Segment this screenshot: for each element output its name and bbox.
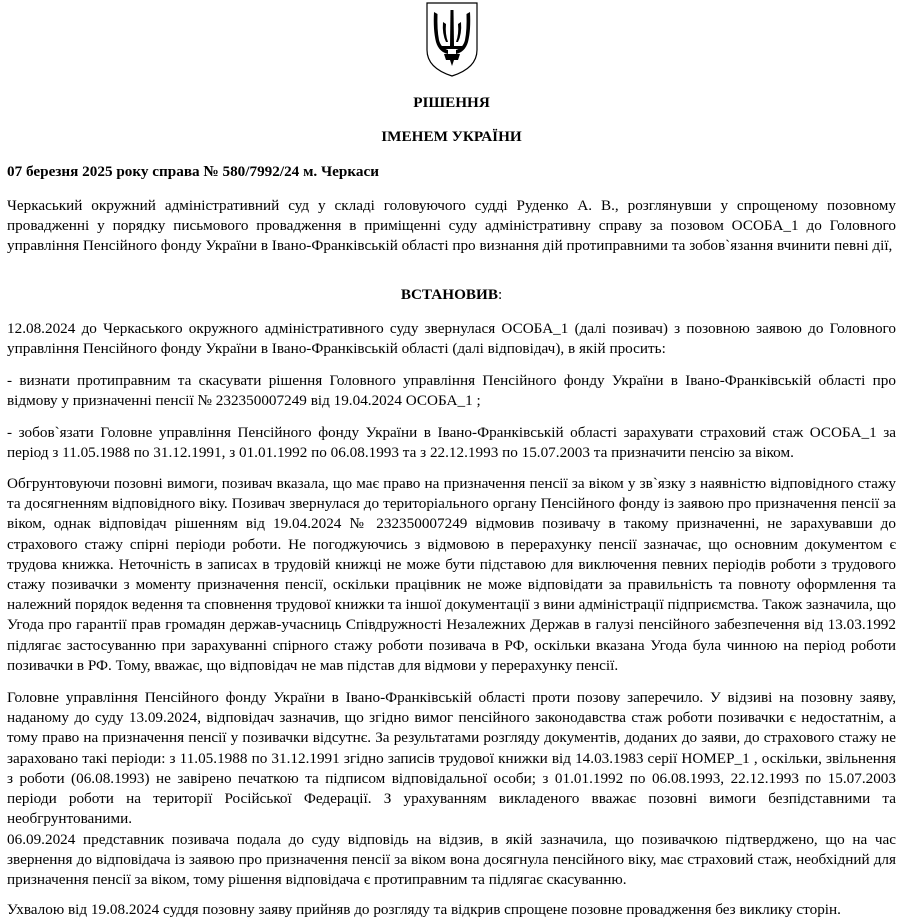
case-info-line: 07 березня 2025 року справа № 580/7992/24 м. Черкаси — [7, 163, 379, 180]
trident-icon — [424, 0, 480, 78]
paragraph-plaintiff-grounds: Обгрунтовуючи позовні вимоги, позивач вказала, що має право на призначення пенсії за віком у зв`язку з наявністю відповідного стажу та досягненням відповідного віку. Позивач звернулася до територіального органу Пенсійного фонду із заявою про призначення пенсії за віком, однак відповідач рішенням від 19.04.2024 № 232350007249 відмовив позивачу в такому призначенні, не зарахувавши до страхового стажу спірні періоди роботи. Не погоджуючись з відмовою в перерахунку пенсії зазначає, що основним документом є трудова книжка. Неточність в записах в трудовій книжці не може бути підставою для виключення певних періодів роботи з трудового стажу позивачки з моменту призначення пенсії, оскільки працівник не може відповідати за правильність та повноту оформлення та належний порядок ведення та сповнення трудової книжки та іншої документації з вини адміністрації підприємства. Також зазначила, що Угода про гарантії прав громадян держав-учасниць Співдружності Незалежних Держав в галузі пенсійного забезпечення від 13.03.1992 підлягає застосуванню при зарахуванні спірного стажу роботи позивача в РФ, оскільки вказана Угода була чинною на період роботи позивачки в РФ. Тому, вважає, що відповідач не мав підстав для відмови у перерахунку пенсії. — [7, 475, 896, 674]
established-suffix: : — [497, 286, 503, 303]
established-heading — [7, 286, 896, 304]
established-label: ВСТАНОВИВ — [400, 286, 498, 303]
intro-paragraph: Черкаський окружний адміністративний суд у складі головуючого судді Руденко А. В., розглянувши у спрощеному позовному провадженні у порядку письмового провадження в приміщенні суду адміністративну справу за позовом ОСОБА_1 до Головного управління Пенсійного фонду України в Івано-Франківській області про визнання дій протиправними та зобов`язання вчинити певні дії, — [7, 197, 896, 255]
coat-of-arms-emblem — [422, 0, 482, 80]
paragraph-reply: 06.09.2024 представник позивача подала до суду відповідь на відзив, в якій зазначила, що позивачкою підтверджено, що на час звернення до відповідача із заявою про призначення пенсії за віком вона досягнула пенсійного віку, має страховий стаж, необхідний для призначення пенсії за віком, тому рішення відповідача є протиправним та підлягає скасуванню. — [7, 831, 896, 889]
paragraph-claim-2: - зобов`язати Головне управління Пенсійного фонду України в Івано-Франківській області зарахувати страховий стаж ОСОБА_1 за період з 11.05.1988 по 31.12.1991, з 01.01.1992 по 06.08.1993 та з 22.12.1993 по 15.07.2003 та призначити пенсію за віком. — [7, 424, 896, 462]
decision-title: РІШЕННЯ — [413, 94, 490, 111]
paragraph-ruling: Ухвалою від 19.08.2024 суддя позовну заяву прийняв до розгляду та відкрив спрощене позовне провадження без виклику сторін. — [7, 901, 841, 918]
paragraph-filing: 12.08.2024 до Черкаського окружного адміністративного суду звернулася ОСОБА_1 (далі позивач) з позовною заявою до Головного управління Пенсійного фонду України в Івано-Франківській області (далі відповідач), в якій просить: — [7, 320, 896, 358]
paragraph-claim-1: - визнати протиправним та скасувати рішення Головного управління Пенсійного фонду України в Івано-Франківській області про відмову у призначенні пенсії № 232350007249 від 19.04.2024 ОСОБА_1 ; — [7, 372, 896, 410]
decision-subtitle: ІМЕНЕМ УКРАЇНИ — [381, 128, 522, 145]
paragraph-defendant-response: Головне управління Пенсійного фонду України в Івано-Франківській області проти позову заперечило. У відзиві на позовну заяву, наданому до суду 13.09.2024, відповідач зазначив, що згідно вимог пенсійного законодавства стаж роботи позивачки є недостатнім, а тому право на призначення пенсії у позивачки відсутнє. За результатами розгляду документів, доданих до заяви, до страхового стажу не зараховано такі періоди: з 11.05.1988 по 31.12.1991 згідно записів трудової книжки від 14.03.1983 серії НОМЕР_1 , оскільки, звільнення з роботи (06.08.1993) не завірено печаткою та підписом відповідальної особи; з 01.01.1992 по 06.08.1993, 22.12.1993 по 15.07.2003 періоди роботи на території Російської Федерації. З урахуванням викладеного вважає позовні вимоги безпідставними та необгрунтованими. — [7, 689, 896, 828]
